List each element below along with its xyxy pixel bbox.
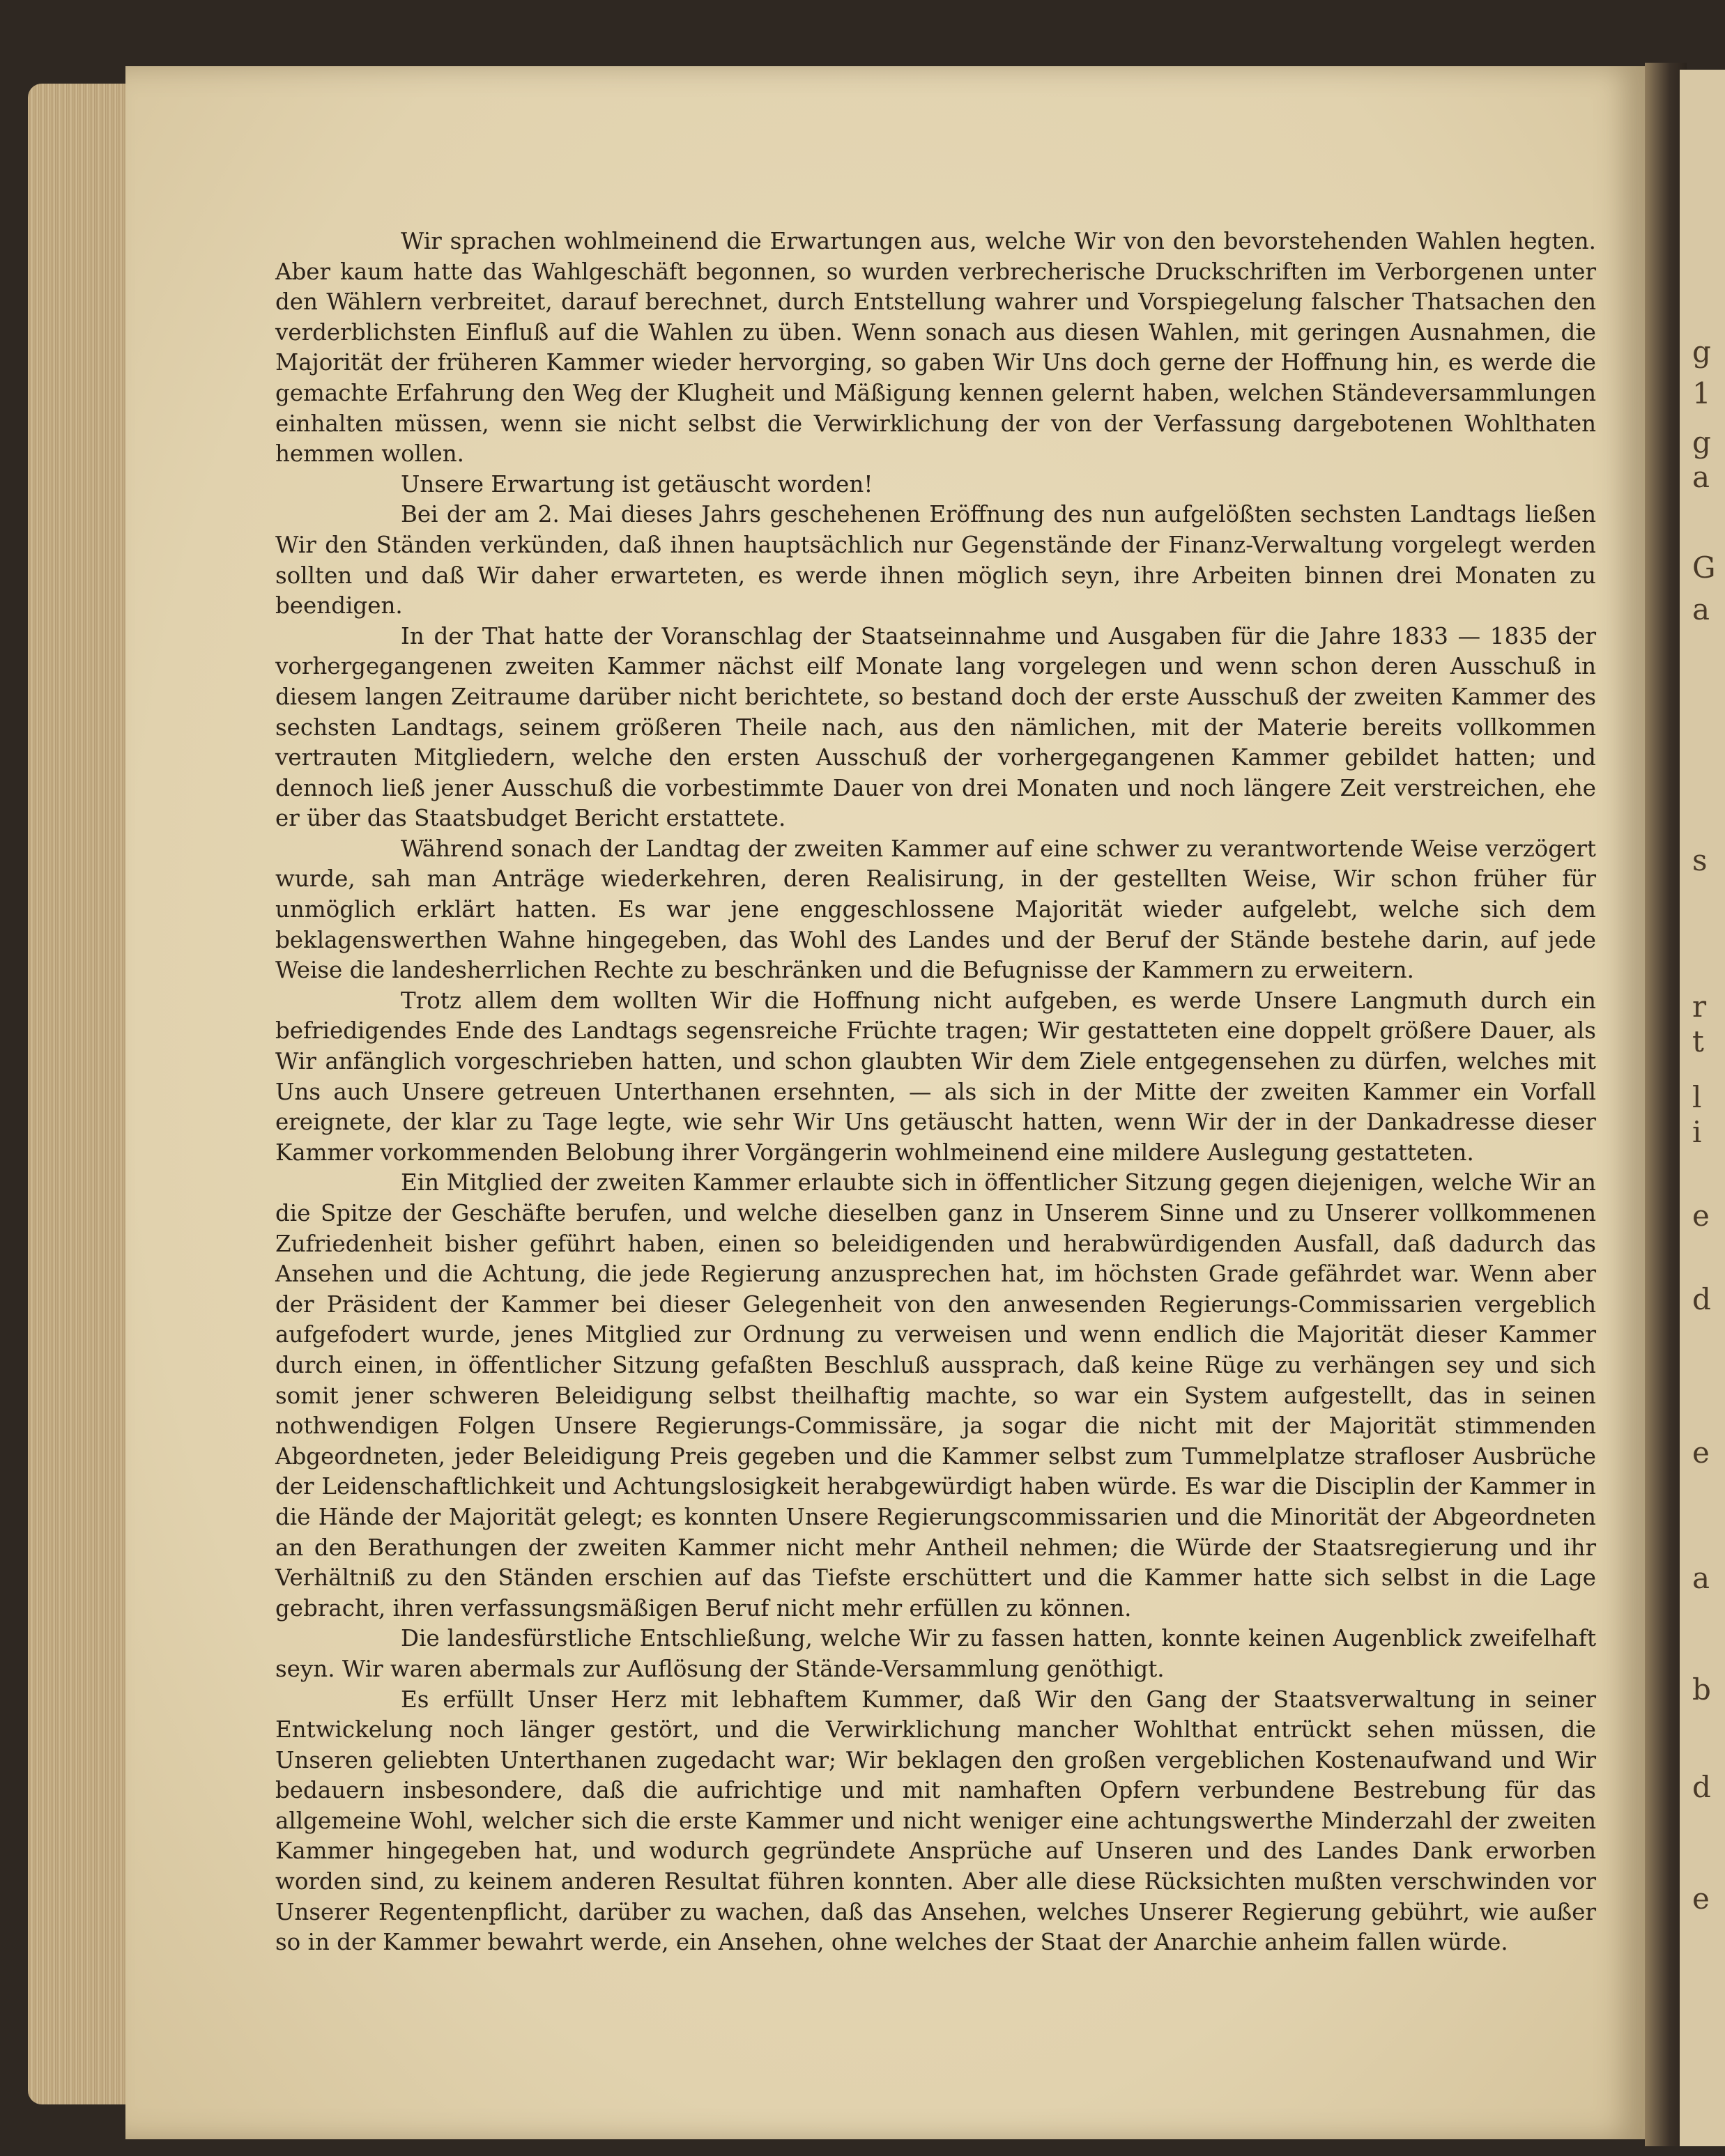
document-body (275, 226, 1596, 1958)
next-page-fragment: e (1692, 1435, 1710, 1470)
next-page-fragment: i (1692, 1115, 1702, 1149)
paragraph: Während sonach der Landtag der zweiten Kammer auf eine schwer zu verantwortende Weise verzögert wurde, sah man Anträge wiederkehren, deren Realisirung, in der gestellten Weise, Wir schon früher für unmöglich erklärt hatten. Es war jene enggeschlossene Majorität wieder aufgelebt, welche sich dem beklagenswerthen Wahne hingegeben, das Wohl des Landes und der Beruf der Stände bestehe darin, auf jede Weise die landesherrlichen Rechte zu beschränken und die Befugnisse der Kammern zu erweitern. (275, 835, 1596, 984)
next-page-fragment: 1 (1692, 376, 1711, 410)
next-page-fragment: l (1692, 1080, 1702, 1114)
next-page-fragment: G (1692, 550, 1716, 585)
paragraph: Unsere Erwartung ist getäuscht worden! (401, 470, 873, 498)
paragraph: Bei der am 2. Mai dieses Jahrs geschehenen Eröffnung des nun aufgelößten sechsten Landtags ließen Wir den Ständen verkünden, daß ihnen hauptsächlich nur Gegenstände der Finanz-Verwaltung vorgelegt werden sollten und daß Wir daher erwarteten, es werde ihnen möglich seyn, ihre Arbeiten binnen drei Monaten zu beendigen. (275, 501, 1596, 619)
paragraph: Ein Mitglied der zweiten Kammer erlaubte sich in öffentlicher Sitzung gegen diejenigen, welche Wir an die Spitze der Geschäfte berufen, und welche dieselben ganz in Unserem Sinne und zu Unserer vollkommenen Zufriedenheit bisher geführt haben, einen so beleidigenden und herabwürdigenden Ausfall, daß dadurch das Ansehen und die Achtung, die jede Regierung anzusprechen hat, im höchsten Grade gefährdet war. Wenn aber der Präsident der Kammer bei dieser Gelegenheit von den anwesenden Regierungs-Commissarien vergeblich aufgefodert wurde, jenes Mitglied zur Ordnung zu verweisen und wenn endlich die Majorität dieser Kammer durch einen, in öffentlicher Sitzung gefaßten Beschluß aussprach, daß keine Rüge zu verhängen sey und sich somit jener schweren Beleidigung selbst theilhaftig machte, so war ein System aufgestellt, das in seinen nothwendigen Folgen Unsere Regierungs-Commissäre, ja sogar die nicht mit der Majorität stimmenden Abgeordneten, jeder Beleidigung Preis gegeben und die Kammer selbst zum Tummelplatze strafloser Ausbrüche der Leidenschaftlichkeit und Achtungslosigkeit herabgewürdigt haben würde. Es war die Disciplin der Kammer in die Hände der Majorität gelegt; es konnten Unsere Regierungscommissarien und die Minorität der Abgeordneten an den Berathungen der zweiten Kammer nicht mehr Antheil nehmen; die Würde der Staatsregierung und ihr Verhältniß zu den Ständen erschien auf das Tiefste erschüttert und die Kammer hatte sich selbst in die Lage gebracht, ihren verfassungsmäßigen Beruf nicht mehr erfüllen zu können. (275, 1169, 1596, 1622)
next-page-fragment: d (1692, 1770, 1711, 1804)
next-page-fragment: g (1692, 425, 1711, 459)
next-page-fragment: a (1692, 592, 1710, 626)
next-page-strip (1680, 70, 1725, 2146)
paragraph: Die landesfürstliche Entschließung, welche Wir zu fassen hatten, konnte keinen Augenblick zweifelhaft seyn. Wir waren abermals zur Auflösung der Stände-Versammlung genöthigt. (275, 1625, 1596, 1682)
next-page-fragment: r (1692, 990, 1707, 1024)
next-page-fragment: s (1692, 843, 1708, 877)
paragraph: In der That hatte der Voranschlag der Staatseinnahme und Ausgaben für die Jahre 1833 — 1835 der vorhergegangenen zweiten Kammer nächst eilf Monate lang vorgelegen und wenn schon deren Ausschuß in diesem langen Zeitraume darüber nicht berichtete, so bestand doch der erste Ausschuß der zweiten Kammer des sechsten Landtags, seinem größeren Theile nach, aus den nämlichen, mit der Materie bereits vollkommen vertrauten Mitgliedern, welche den ersten Ausschuß der vorhergegangenen Kammer gebildet hatten; und dennoch ließ jener Ausschuß die vorbestimmte Dauer von drei Monaten und noch längere Zeit verstreichen, ehe er über das Staatsbudget Bericht erstattete. (275, 622, 1596, 832)
page-edges (28, 84, 132, 2104)
next-page-fragment: e (1692, 1199, 1710, 1233)
next-page-fragment: e (1692, 1881, 1710, 1916)
next-page-fragment: b (1692, 1672, 1711, 1707)
next-page-fragment: a (1692, 1561, 1710, 1595)
paragraph: Wir sprachen wohlmeinend die Erwartungen aus, welche Wir von den bevorstehenden Wahlen hegten. Aber kaum hatte das Wahlgeschäft begonnen, so wurden verbrecherische Druckschriften im Verborgenen unter den Wählern verbreitet, darauf berechnet, durch Entstellung wahrer und Vorspiegelung falscher Thatsachen den verderblichsten Einfluß auf die Wahlen zu üben. Wenn sonach aus diesen Wahlen, mit geringen Ausnahmen, die Majorität der früheren Kammer wieder hervorging, so gaben Wir Uns doch gerne der Hoffnung hin, es werde die gemachte Erfahrung den Weg der Klugheit und Mäßigung kennen gelernt haben, welchen Ständeversammlungen einhalten müssen, wenn sie nicht selbst die Verwirklichung der von der Verfassung dargebotenen Wohlthaten hemmen wollen. (275, 228, 1596, 468)
next-page-fragment: g (1692, 334, 1711, 369)
next-page-fragment: a (1692, 460, 1710, 494)
paragraph: Trotz allem dem wollten Wir die Hoffnung nicht aufgeben, es werde Unsere Langmuth durch ein befriedigendes Ende des Landtags segensreiche Früchte tragen; Wir gestatteten eine doppelt größere Dauer, als Wir anfänglich vorgeschrieben hatten, und schon glaubten Wir dem Ziele entgegensehen zu dürfen, welches mit Uns auch Unsere getreuen Unterthanen ersehnten, — als sich in der Mitte der zweiten Kammer ein Vorfall ereignete, der klar zu Tage legte, wie sehr Wir Uns getäuscht hatten, wenn Wir der in der Dankadresse dieser Kammer vorkommenden Belobung ihrer Vorgängerin wohlmeinend eine mildere Auslegung gestatteten. (275, 987, 1596, 1166)
next-page-fragment: t (1692, 1024, 1704, 1058)
next-page-fragment: d (1692, 1282, 1711, 1316)
paragraph: Es erfüllt Unser Herz mit lebhaftem Kummer, daß Wir den Gang der Staatsverwaltung in seiner Entwickelung noch länger gestört, und die Verwirklichung mancher Wohlthat entrückt sehen müssen, die Unseren geliebten Unterthanen zugedacht war; Wir beklagen den großen vergeblichen Kostenaufwand und Wir bedauern insbesondere, daß die aufrichtige und mit namhaften Opfern verbundene Bestrebung für das allgemeine Wohl, welcher sich die erste Kammer und nicht weniger eine achtungswerthe Minderzahl der zweiten Kammer hingegeben hat, und wodurch gegründete Ansprüche auf Unseren und des Landes Dank erworben worden sind, zu keinem anderen Resultat führen konnten. Aber alle diese Rücksichten mußten verschwinden vor Unserer Regentenpflicht, darüber zu wachen, daß das Ansehen, welches Unserer Regierung gebührt, wie außer so in der Kammer bewahrt werde, ein Ansehen, ohne welches der Staat der Anarchie anheim fallen würde. (275, 1686, 1596, 1956)
